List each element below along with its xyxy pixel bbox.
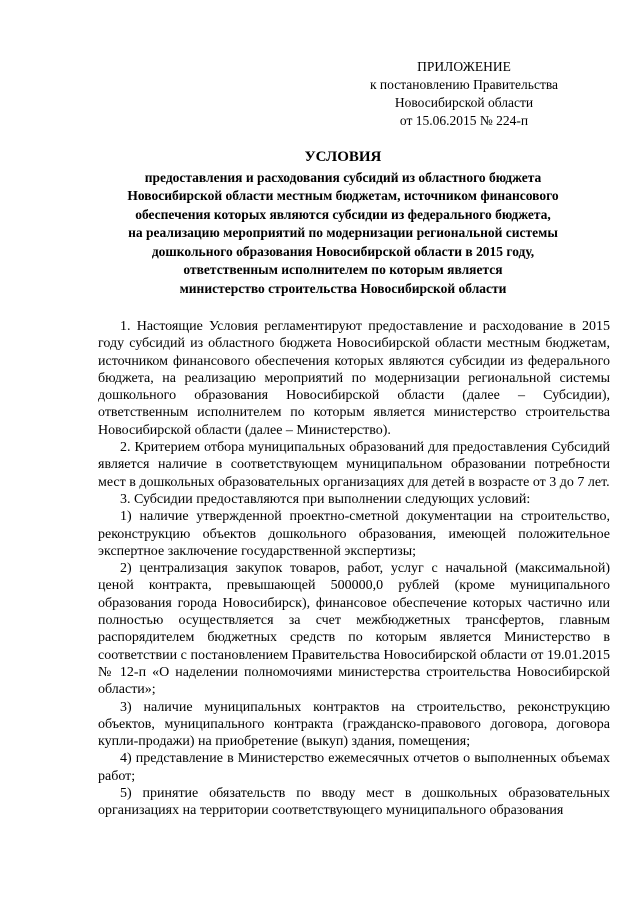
paragraph-2: 2. Критерием отбора муниципальных образований для предоставления Субсидий является наличие в соответствующем муниципальном образовании потребности мест в дошкольных образовательных организациях для детей в возрасте от 3 до 7 лет. [98,440,610,490]
document-title [98,148,588,298]
document-body [98,318,610,820]
title-line: обеспечения которых являются субсидии из федерального бюджета, [135,206,551,222]
paragraph-3: 3. Субсидии предоставляются при выполнении следующих условий: [120,491,531,507]
title-line: Новосибирской области местным бюджетам, источником финансового [127,188,559,203]
appendix-block [344,58,584,130]
title-line: ответственным исполнителем по которым является [183,262,503,277]
appendix-line-1: к постановлению Правительства [369,77,559,92]
title-line: министерство строительства Новосибирской области [179,280,507,296]
appendix-line-3: от 15.06.2015 № 224-п [399,113,529,128]
appendix-title: ПРИЛОЖЕНИЕ [417,59,511,74]
paragraph-1: 1. Настоящие Условия регламентируют предоставление и расходование в 2015 году субсидий из областного бюджета Новосибирской области местным бюджетам, источником финансового обеспечения которых являются субсидии из федерального бюджета, на реализацию мероприятий по модернизации региональной системы дошкольного образования Новосибирской области (далее – Субсидии), ответственным исполнителем по которым является министерство строительства Новосибирской области (далее – Министерство). [98,319,610,438]
condition-1: 1) наличие утвержденной проектно-сметной документации на строительство, реконструкцию объектов дошкольного образования, имеющей положительное экспертное заключение государственной экспертизы; [98,509,610,559]
condition-3: 3) наличие муниципальных контрактов на строительство, реконструкцию объектов, муниципального контракта (гражданско-правового договора, договора купли-продажи) на приобретение (выкуп) здания, помещения; [98,699,610,750]
title-line: на реализацию мероприятий по модернизации региональной системы [128,225,558,240]
condition-2: 2) централизация закупок товаров, работ, услуг с начальной (максимальной) ценой контракта, превышающей 500000,0 рублей (кроме муниципального образования города Новосибирск), финансовое обеспечение которых частично или полностью осуществляется за счет межбюджетных трансфертов, главным распорядителем бюджетных средств по которым является Министерство в соответствии с постановлением Правительства Новосибирской области от 19.01.2015 № 12-п «О наделении полномочиями министерства строительства Новосибирской области»; [98,561,610,698]
condition-5: 5) принятие обязательств по вводу мест в дошкольных образовательных организациях на территории соответствующего муниципального образования [98,786,610,819]
title-line: дошкольного образования Новосибирской области в 2015 году, [151,243,535,259]
appendix-line-2: Новосибирской области [394,95,534,110]
title-heading: УСЛОВИЯ [304,149,382,165]
condition-4: 4) представление в Министерство ежемесячных отчетов о выполненных объемах работ; [98,751,610,784]
title-line: предоставления и расходования субсидий из областного бюджета [144,169,542,185]
